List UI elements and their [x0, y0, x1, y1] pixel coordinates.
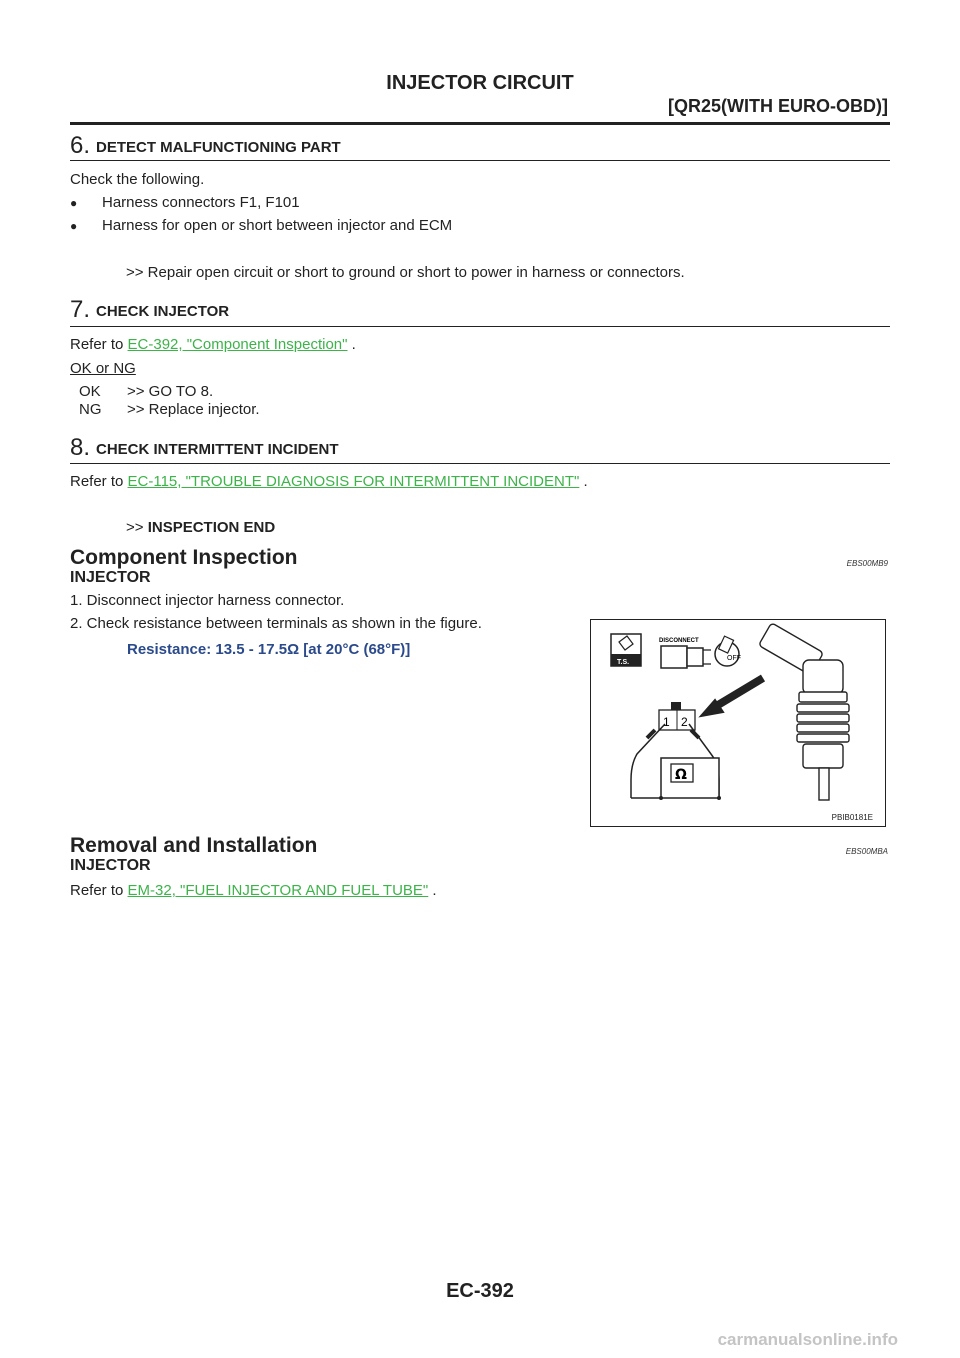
bullet-icon: ● — [70, 196, 78, 210]
step8-rule — [70, 463, 890, 464]
header-rule — [70, 122, 890, 125]
ohm-icon: Ω — [675, 767, 687, 783]
disconnect-label: DISCONNECT — [659, 638, 699, 644]
injector-figure — [590, 619, 886, 827]
page-number: EC-392 — [446, 1280, 514, 1302]
ng-result-row: NG >> Replace injector. — [79, 401, 260, 418]
figure-code: PBIB0181E — [831, 813, 873, 822]
step8-refer: Refer to EC-115, "TROUBLE DIAGNOSIS FOR INTERMITTENT INCIDENT" . — [70, 473, 588, 490]
list-item: ● Harness connectors F1, F101 — [70, 194, 300, 211]
step7-title: CHECK INJECTOR — [96, 303, 230, 320]
ok-ng-question: OK or NG — [70, 360, 136, 377]
bullet-icon: ● — [70, 219, 78, 233]
step8-result: >> INSPECTION END — [126, 519, 276, 536]
removal-title: Removal and Installation — [70, 834, 318, 857]
step8-number: 8. — [70, 434, 91, 461]
step8-title: CHECK INTERMITTENT INCIDENT — [96, 441, 339, 458]
step6-number: 6. — [70, 132, 91, 159]
step8-heading — [70, 434, 339, 462]
removal-sub: INJECTOR — [70, 857, 151, 874]
step6-intro: Check the following. — [70, 171, 205, 188]
watermark: carmanualsonline.info — [717, 1330, 898, 1349]
step7-rule — [70, 326, 890, 327]
removal-refer: Refer to EM-32, "FUEL INJECTOR AND FUEL TUBE" . — [70, 882, 437, 899]
terminal-2-label: 2 — [681, 715, 688, 729]
inspection-step-1: 1. Disconnect injector harness connector. — [70, 592, 345, 609]
terminal-1-label: 1 — [663, 715, 670, 729]
step6-heading — [70, 132, 341, 160]
step7-heading — [70, 296, 229, 324]
component-inspection-title: Component Inspection — [70, 546, 298, 569]
step6-rule — [70, 160, 890, 161]
component-inspection-sub: INJECTOR — [70, 569, 151, 586]
removal-code: EBS00MBA — [845, 847, 888, 856]
page-title: INJECTOR CIRCUIT — [386, 72, 574, 94]
component-inspection-code: EBS00MB9 — [846, 559, 888, 568]
link-fuel-injector[interactable]: EM-32, "FUEL INJECTOR AND FUEL TUBE" — [127, 882, 429, 899]
link-intermittent-incident[interactable]: EC-115, "TROUBLE DIAGNOSIS FOR INTERMITTENT INCIDENT" — [127, 473, 580, 490]
step6-title: DETECT MALFUNCTIONING PART — [96, 139, 341, 156]
inspection-step-2: 2. Check resistance between terminals as shown in the figure. — [70, 615, 482, 632]
off-label: OFF — [727, 655, 741, 662]
step7-number: 7. — [70, 296, 91, 323]
ok-result-row: OK >> GO TO 8. — [79, 383, 214, 400]
page-subtitle: [QR25(WITH EURO-OBD)] — [668, 96, 888, 116]
step6-result: >> Repair open circuit or short to ground or short to power in harness or connectors. — [126, 264, 685, 281]
ts-label: T.S. — [617, 659, 630, 666]
list-item: ● Harness for open or short between injector and ECM — [70, 217, 453, 234]
terminal-tab-icon — [671, 702, 681, 710]
arrow-icon — [701, 678, 763, 716]
injector-diagram — [591, 620, 884, 825]
connector-icon — [661, 646, 711, 668]
link-component-inspection[interactable]: EC-392, "Component Inspection" — [127, 336, 348, 353]
injector-icon — [759, 623, 849, 800]
step7-refer: Refer to EC-392, "Component Inspection" . — [70, 336, 356, 353]
resistance-spec: Resistance: 13.5 - 17.5Ω [at 20°C (68°F)] — [127, 641, 411, 658]
